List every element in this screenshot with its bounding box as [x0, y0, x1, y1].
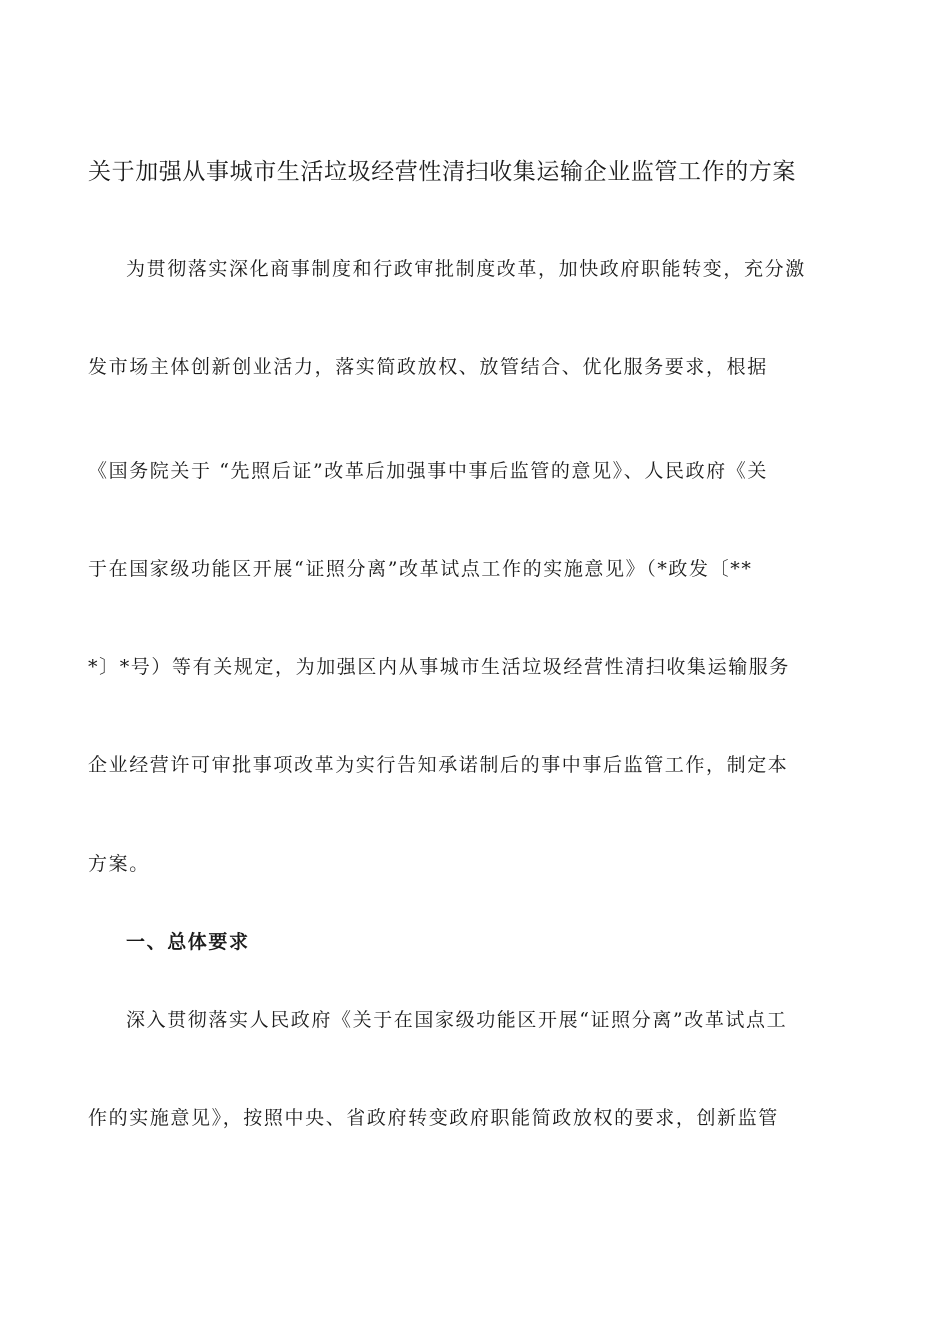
paragraph-1-line-1: 为贯彻落实深化商事制度和行政审批制度改革，加快政府职能转变，充分激: [126, 258, 806, 280]
paragraph-1-line-3: 《国务院关于 “先照后证”改革后加强事中事后监管的意见》、人民政府《关: [88, 460, 768, 482]
paragraph-1-line-6: 企业经营许可审批事项改革为实行告知承诺制后的事中事后监管工作，制定本: [88, 754, 789, 776]
paragraph-1-line-2: 发市场主体创新创业活力，落实简政放权、放管结合、优化服务要求，根据: [88, 356, 768, 378]
paragraph-2-line-1: 深入贯彻落实人民政府《关于在国家级功能区开展“证照分离”改革试点工: [126, 1009, 788, 1031]
paragraph-1-line-5: *〕*号）等有关规定，为加强区内从事城市生活垃圾经营性清扫收集运输服务: [88, 656, 791, 678]
paragraph-1-line-4: 于在国家级功能区开展“证照分离”改革试点工作的实施意见》（*政发〔**: [88, 558, 753, 580]
paragraph-2-line-2: 作的实施意见》，按照中央、省政府转变政府职能简政放权的要求，创新监管: [88, 1107, 779, 1129]
document-title: 关于加强从事城市生活垃圾经营性清扫收集运输企业监管工作的方案: [88, 159, 796, 185]
paragraph-1-line-7: 方案。: [88, 853, 150, 875]
section-1-heading: 一、总体要求: [126, 931, 250, 953]
